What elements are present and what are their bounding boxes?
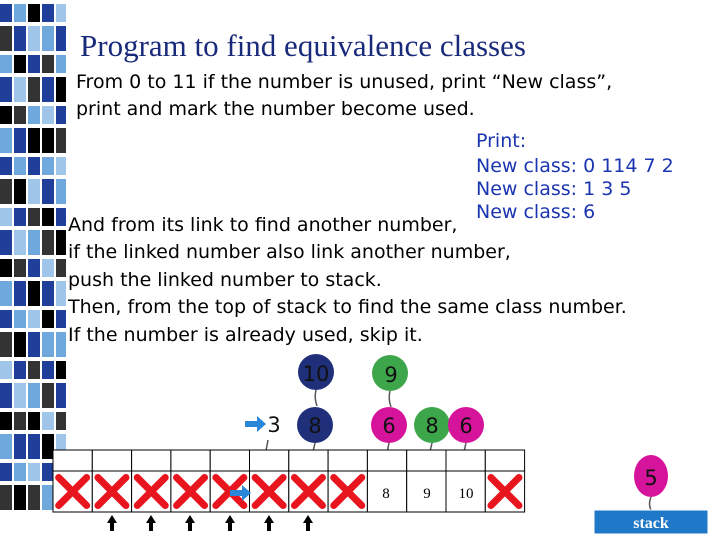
array-link-cell — [171, 450, 210, 471]
array-link-cell — [92, 450, 131, 471]
pointer-arrow-middle — [245, 416, 266, 432]
array-link-cell — [446, 450, 485, 471]
body-line-2: if the linked number also link another number, — [68, 241, 511, 263]
stack-top-balloon — [634, 455, 668, 510]
body-line-5: If the number is already used, skip it. — [68, 324, 423, 346]
slide-title: Program to find equivalence classes — [80, 28, 526, 63]
up-arrow-icon — [107, 515, 117, 531]
print-line-2: New class: 1 3 5 — [476, 178, 632, 200]
stack-top-value: 5 — [644, 466, 658, 490]
balloon-9-label: 9 — [384, 363, 398, 387]
body-line-1: And from its link to find another number, — [68, 214, 458, 236]
balloon-10 — [298, 354, 334, 406]
array-link-cell — [367, 450, 406, 471]
print-line-1: New class: 0 114 7 2 — [476, 155, 674, 177]
up-arrow-icon — [185, 515, 195, 531]
cell-value-10: 10 — [458, 486, 474, 502]
array-link-cell — [210, 450, 249, 471]
up-arrow-icon — [146, 515, 156, 531]
up-arrow-icon — [303, 515, 313, 531]
array-link-cell — [289, 450, 328, 471]
body-line-3: push the linked number to stack. — [68, 269, 382, 291]
middle-label-8-right: 8 — [425, 414, 439, 438]
stack-box — [594, 510, 708, 534]
middle-label-6-right: 6 — [459, 414, 473, 438]
cell-value-9: 9 — [423, 486, 431, 502]
intro-line-1: From 0 to 11 if the number is unused, print “New class”, — [76, 71, 613, 93]
array-link-cell — [328, 450, 367, 471]
cell-value-8: 8 — [382, 486, 390, 502]
intro-line-2: print and mark the number become used. — [76, 98, 475, 120]
print-line-3: New class: 6 — [476, 201, 596, 223]
middle-label-8-left: 8 — [308, 414, 322, 438]
balloon-9 — [372, 355, 408, 407]
array-link-cell — [53, 450, 92, 471]
stack-label: stack — [633, 515, 669, 532]
array-link-cell — [485, 450, 524, 471]
array-link-cell — [250, 450, 289, 471]
balloon-10-label: 10 — [302, 362, 330, 386]
middle-label-3: 3 — [267, 413, 281, 437]
body-line-4: Then, from the top of stack to find the same class number. — [68, 296, 627, 318]
array-grid — [53, 450, 525, 512]
middle-label-6-left: 6 — [382, 414, 396, 438]
up-arrow-icon — [225, 515, 235, 531]
up-arrow-icon — [264, 515, 274, 531]
up-arrows — [107, 515, 313, 531]
array-link-cell — [132, 450, 171, 471]
array-link-cell — [407, 450, 446, 471]
print-label: Print: — [476, 130, 527, 152]
